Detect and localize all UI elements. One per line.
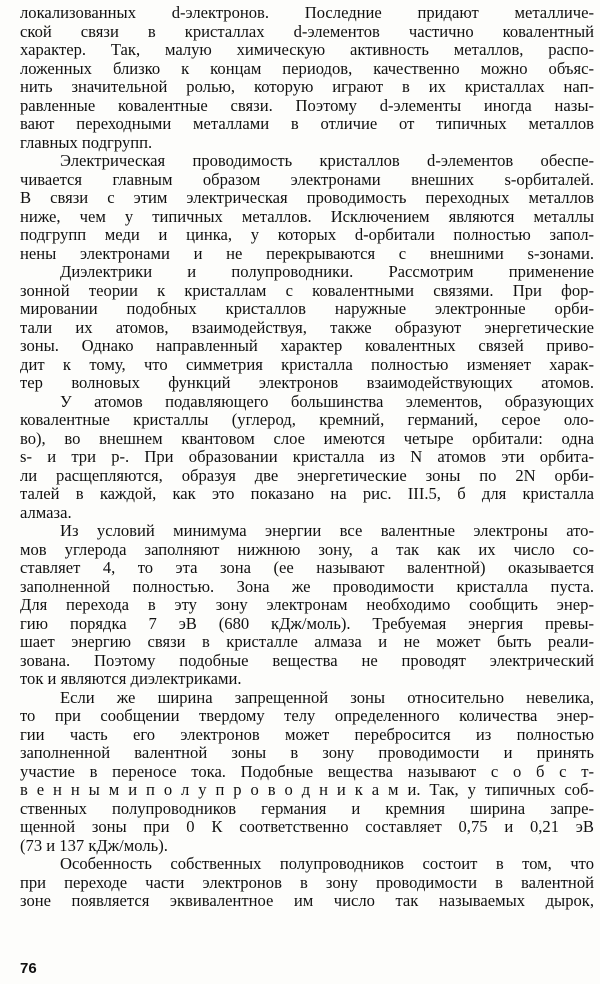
- text-line: s- и три p-. При образовании кристалла из N атомов эти орбита-: [20, 447, 594, 466]
- text-line: чивается главным образом электронами внешних s-орбиталей.: [20, 169, 594, 189]
- text-line: ственных полупроводников германия и кремния ширина запре-: [20, 798, 594, 818]
- text-line: Для перехода в эту зону электронам необходимо сообщить энер-: [20, 595, 594, 614]
- text-line: зонной теории к кристаллам с ковалентными связями. При фор-: [20, 280, 594, 300]
- text-line: ли расщепляются, образуя две энергетические зоны по 2N орби-: [20, 465, 594, 485]
- text-line: участие в переносе тока. Подобные вещества называют с о б с т-: [20, 761, 594, 781]
- text-line: гию порядка 7 эВ (680 кДж/моль). Требуемая энергия превы-: [20, 613, 594, 633]
- text-line: Если же ширина запрещенной зоны относительно невелика,: [60, 687, 594, 707]
- text-line: Из условий минимума энергии все валентные электроны ато-: [60, 521, 594, 540]
- text-line: зована. Поэтому подобные вещества не проводят электрический: [20, 650, 594, 670]
- text-line: гии часть его электронов может перебросится из полностью: [20, 724, 594, 744]
- text-line: главных подгрупп.: [20, 132, 153, 152]
- text-line: Особенность собственных полупроводников состоит в том, что: [60, 854, 594, 873]
- text-line: В связи с этим электрическая проводимость переходных металлов: [20, 188, 594, 207]
- text-line: нить значительной ролью, которую играют в их кристаллах нап-: [20, 77, 594, 96]
- text-line: при переходе части электронов в зону проводимости в валентной: [20, 872, 594, 892]
- text-line: ложенных близко к концам периодов, качественно можно объяс-: [20, 58, 594, 78]
- text-line: тер волновых функций электронов взаимодействующих атомов.: [20, 373, 594, 392]
- text-line: в е н н ы м и п о л у п р о в о д н и к а м и. Так, у типичных соб-: [20, 780, 594, 799]
- text-line: характер. Так, малую химическую активность металлов, распо-: [20, 40, 594, 59]
- body-text: [20, 4, 594, 911]
- text-line: мов углерода заполняют нижнюю зону, а так как их число со-: [20, 539, 594, 559]
- text-line: талей в каждой, как это показано на рис. III.5, б для кристалла: [20, 484, 594, 503]
- text-line: щенной зоны при 0 К соответственно составляет 0,75 и 0,21 эВ: [20, 817, 594, 836]
- text-line: подгрупп меди и цинка, у которых d-орбитали полностью запол-: [20, 225, 594, 244]
- text-line: У атомов подавляющего большинства элементов, образующих: [60, 391, 594, 411]
- text-line: равленные ковалентные связи. Поэтому d-элементы иногда назы-: [20, 95, 594, 115]
- text-line: нены электронами и не перекрываются с внешними s-зонами.: [20, 243, 594, 263]
- text-line: ковалентные кристаллы (углерод, кремний, германий, серое оло-: [20, 410, 594, 429]
- text-line: мировании подобных кристаллов наружные электронные орби-: [20, 299, 594, 318]
- text-line: ставляет 4, то эта зона (ее называют валентной) оказывается: [20, 558, 594, 577]
- text-line: Диэлектрики и полупроводники. Рассмотрим применение: [60, 262, 594, 281]
- text-line: ток и являются диэлектриками.: [20, 669, 242, 688]
- text-line: Электрическая проводимость кристаллов d-элементов обеспе-: [60, 151, 594, 170]
- text-line: во), во внешнем квантовом слое имеются четыре орбитали: одна: [20, 428, 594, 448]
- page-number: 76: [20, 960, 37, 977]
- text-line: зоны. Однако направленный характер ковалентных связей приво-: [20, 336, 594, 355]
- text-line: зоне появляется эквивалентное им число так называемых дырок,: [20, 891, 594, 910]
- text-line: то при сообщении твердому телу определенного количества энер-: [20, 706, 594, 725]
- text-line: заполненной полностью. Зона же проводимости кристалла пуста.: [20, 576, 594, 596]
- text-line: ниже, чем у типичных металлов. Исключением являются металлы: [20, 206, 594, 226]
- text-line: шает энергию связи в кристалле алмаза и не может быть реали-: [20, 632, 594, 651]
- text-line: ской связи в кристаллах d-элементов частично ковалентный: [20, 21, 594, 41]
- text-line: локализованных d-электронов. Последние придают металличе-: [20, 3, 594, 22]
- text-line: дит к тому, что симметрия кристалла полностью изменяет харак-: [20, 354, 594, 374]
- text-line: (73 и 137 кДж/моль).: [20, 835, 168, 855]
- text-line: вают переходными металлами в отличие от типичных металлов: [20, 114, 594, 133]
- text-line: алмаза.: [20, 502, 72, 522]
- text-line: тали их атомов, взаимодействуя, также образуют энергетические: [20, 317, 594, 337]
- text-line: заполненной валентной зоны в зону проводимости и принять: [20, 743, 594, 762]
